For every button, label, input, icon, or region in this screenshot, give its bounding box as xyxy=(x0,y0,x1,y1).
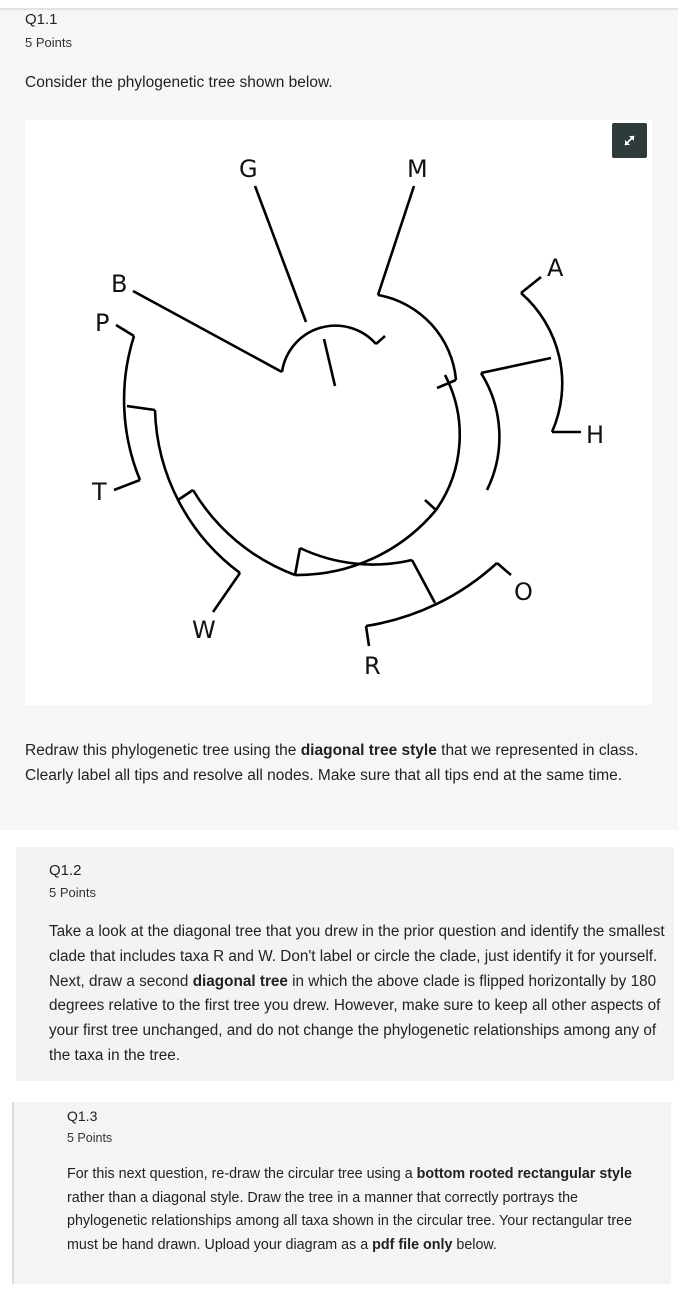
question-points: 5 Points xyxy=(25,35,72,50)
branch-R-O-stem xyxy=(412,560,435,603)
branch-AH-stem xyxy=(481,358,551,373)
branch-bottom-stem xyxy=(295,548,300,575)
tip-labels xyxy=(91,155,604,680)
branch-O-tip xyxy=(497,563,511,575)
branch-AH-inner xyxy=(481,373,499,490)
branch-M-arc xyxy=(376,336,385,344)
question-points: 5 Points xyxy=(67,1131,113,1145)
branch-T-tip xyxy=(114,480,140,490)
expand-image-button[interactable] xyxy=(612,123,647,158)
phylogenetic-tree-figure xyxy=(25,120,652,705)
tip-label-G: G xyxy=(239,155,258,183)
branch-B-stem xyxy=(133,291,282,372)
branch-right-arc xyxy=(436,375,460,510)
tip-label-H: H xyxy=(586,421,605,449)
branch-W-connector xyxy=(178,490,193,500)
branch-G-stem xyxy=(255,186,306,322)
branch-P-tip xyxy=(116,325,134,336)
tip-label-W: W xyxy=(192,616,216,644)
tip-label-O: O xyxy=(514,578,533,606)
tip-label-A: A xyxy=(547,254,564,282)
branch-TP-connector xyxy=(127,406,155,410)
branch-bottom-inner xyxy=(300,548,412,565)
branch-W-tip xyxy=(213,573,240,612)
expand-icon xyxy=(612,123,647,158)
branch-R-tip xyxy=(366,626,369,646)
tip-label-M: M xyxy=(407,155,428,183)
branch-W-clade-arc xyxy=(193,490,295,575)
circular-tree-diagram xyxy=(25,120,652,705)
branch-M-stem xyxy=(378,186,414,295)
tip-label-B: B xyxy=(111,270,128,298)
branch-right-connector xyxy=(425,500,436,510)
branch-A-tip xyxy=(521,277,541,293)
branch-M-connector xyxy=(437,380,456,388)
question-points: 5 Points xyxy=(49,885,96,900)
question-title: Q1.2 xyxy=(49,862,82,879)
question-prompt: For this next question, re-draw the circular tree using a bottom rooted rectangular style rather than a diagonal style. Draw the tree in a manner that correctly portrays the phylogenetic relationships among all taxa shown in the circular tree. Your rectangular tree must be hand drawn. Upload your diagram as a pdf file only below. xyxy=(67,1166,633,1253)
tip-label-P: P xyxy=(95,309,110,337)
tree-branches xyxy=(114,186,581,646)
tip-label-R: R xyxy=(364,652,381,680)
branch-inner-root-stub xyxy=(324,339,335,386)
question-title: Q1.3 xyxy=(67,1108,98,1124)
question-prompt: Consider the phylogenetic tree shown below. xyxy=(25,74,333,91)
branch-M-clade-arc xyxy=(378,295,456,380)
tip-label-T: T xyxy=(92,478,107,506)
question-instructions: Redraw this phylogenetic tree using the diagonal tree style that we represented in class. Clearly label all tips and resolve all nodes. Make sure that all tips end at the same time. xyxy=(25,742,639,784)
question-title: Q1.1 xyxy=(25,11,58,28)
branch-W-arc xyxy=(155,410,240,573)
question-prompt: Take a look at the diagonal tree that you drew in the prior question and identify the smallest clade that includes taxa R and W. Don't label or circle the clade, just identify it for yourself. Next, draw a second diagonal tree in which the above clade is flipped horizontally by 180 degrees relative to the first tree you drew. However, make sure to keep all other aspects of your first tree unchanged, and do not change the phylogenetic relationships among any of the taxa in the tree. xyxy=(49,923,665,1064)
